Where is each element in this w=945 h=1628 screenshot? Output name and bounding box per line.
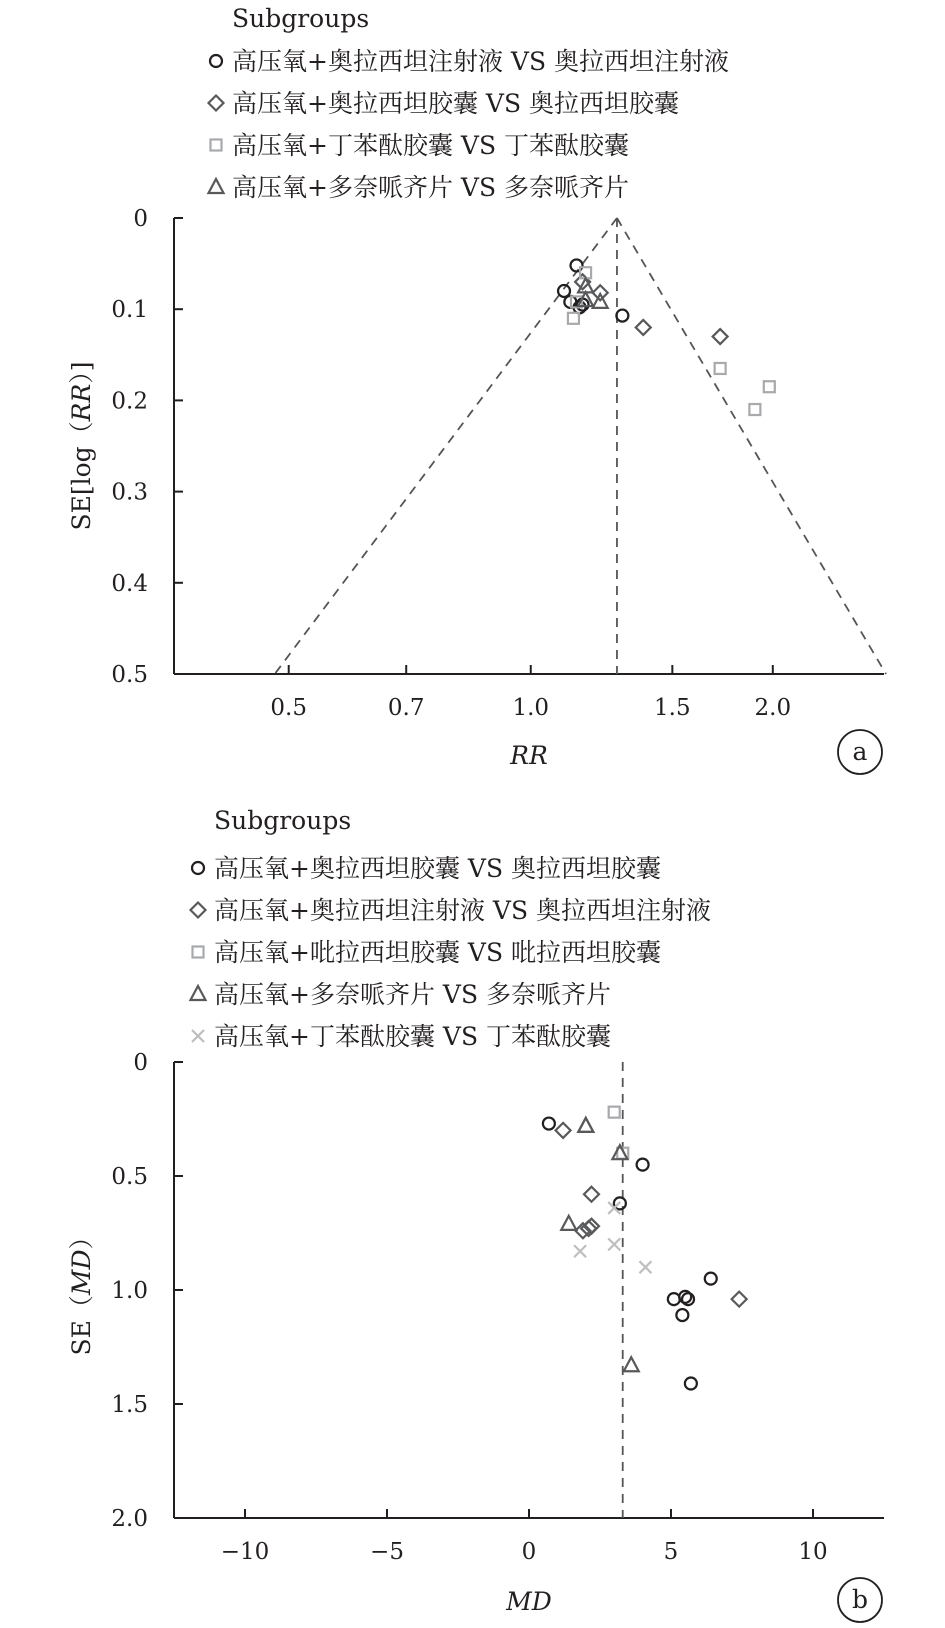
- panel-a-point-square: [749, 404, 760, 415]
- panel-a-y-tick-label: 0.1: [111, 297, 148, 324]
- panel-a-x-tick-label: 0.7: [387, 695, 425, 721]
- panel-b-x-tick-label: 5: [663, 1539, 679, 1565]
- panel-a-y-tick-label: 0.3: [111, 479, 148, 506]
- panel-b-point-diamond: [556, 1123, 571, 1138]
- panel-a-legend-entry: 高压氧+多奈哌齐片 VS 多奈哌齐片: [232, 173, 630, 202]
- panel-b-x-tick-label: 10: [798, 1539, 828, 1565]
- panel-a-point-square: [764, 381, 775, 392]
- panel-a-funnel-right-line: [617, 218, 886, 674]
- panel-a-legend-marker-circle: [210, 55, 222, 67]
- panel-b-y-label-italic: MD: [67, 1249, 96, 1296]
- panel-b-axes: [174, 1062, 884, 1518]
- panel-a-legend-entry: 高压氧+奥拉西坦注射液 VS 奥拉西坦注射液: [232, 47, 730, 76]
- panel-b-point-square: [609, 1107, 620, 1118]
- panel-a-badge-label: a: [852, 737, 868, 766]
- panel-b-legend-entry: 高压氧+奥拉西坦注射液 VS 奥拉西坦注射液: [214, 896, 712, 925]
- panel-a-ticks: [111, 206, 791, 721]
- panel-a-x-tick-label: 1.0: [512, 695, 550, 721]
- panel-b-legend-entry: 高压氧+多奈哌齐片 VS 多奈哌齐片: [214, 980, 612, 1009]
- panel-b-point-circle: [668, 1293, 680, 1305]
- panel-b-x-tick-label: −10: [220, 1539, 270, 1565]
- panel-a-point-diamond: [636, 320, 651, 335]
- panel-a-funnel-left-line: [275, 218, 617, 674]
- panel-a-point-circle: [616, 310, 628, 322]
- panel-a-axes: [174, 218, 884, 674]
- panel-b-legend-entry: 高压氧+吡拉西坦胶囊 VS 吡拉西坦胶囊: [214, 938, 662, 967]
- panel-b-point-triangle: [561, 1216, 576, 1230]
- panel-b-points: [543, 1107, 747, 1390]
- panel-b-x-tick-label: −5: [370, 1539, 404, 1565]
- panel-b-legend-entry: 高压氧+奥拉西坦胶囊 VS 奥拉西坦胶囊: [214, 854, 662, 883]
- panel-b-y-tick-label: 0: [133, 1050, 148, 1076]
- panel-a-point-diamond: [713, 329, 728, 344]
- panel-b-legend-marker-square: [193, 947, 204, 958]
- panel-a-x-tick-label: 0.5: [270, 695, 308, 721]
- panel-a-y-tick-label: 0.4: [111, 570, 148, 597]
- panel-a: [67, 4, 886, 774]
- panel-b-point-diamond: [584, 1187, 599, 1202]
- panel-a-legend-marker-triangle: [209, 179, 224, 193]
- panel-b-x-tick-label: 0: [521, 1539, 537, 1565]
- panel-b-point-triangle: [624, 1357, 639, 1371]
- panel-b-point-circle: [676, 1309, 688, 1321]
- panel-a-y-label-suffix: ）]: [67, 361, 96, 384]
- panel-b-point-circle: [685, 1377, 697, 1389]
- panel-a-y-label-prefix: SE[log（: [67, 421, 96, 531]
- panel-b-point-cross: [639, 1261, 651, 1273]
- panel-b-ticks: [111, 1050, 827, 1565]
- panel-b-legend-title: Subgroups: [214, 806, 352, 835]
- panel-b-legend-marker-triangle: [191, 986, 206, 1000]
- panel-b: [67, 806, 884, 1622]
- panel-b-legend-entry: 高压氧+丁苯酞胶囊 VS 丁苯酞胶囊: [214, 1022, 612, 1051]
- panel-b-legend: [191, 806, 712, 1051]
- panel-a-points: [558, 259, 775, 415]
- panel-b-point-circle: [543, 1118, 555, 1130]
- panel-b-y-tick-label: 1.0: [111, 1278, 148, 1304]
- panel-a-point-square: [715, 363, 726, 374]
- panel-b-y-tick-label: 0.5: [111, 1164, 148, 1190]
- panel-a-legend-marker-diamond: [209, 96, 224, 111]
- panel-b-legend-marker-cross: [192, 1030, 204, 1042]
- panel-a-legend-title: Subgroups: [232, 4, 370, 33]
- panel-a-y-tick-label: 0.2: [111, 388, 148, 415]
- panel-b-legend-marker-circle: [192, 862, 204, 874]
- panel-b-y-label-suffix: ）: [67, 1224, 96, 1250]
- panel-b-point-triangle: [578, 1118, 593, 1132]
- panel-b-point-cross: [574, 1245, 586, 1257]
- panel-b-point-circle: [705, 1273, 717, 1285]
- panel-a-legend: [209, 4, 730, 202]
- panel-b-badge: [838, 1578, 882, 1622]
- panel-a-y-tick-label: 0.5: [111, 662, 148, 688]
- panel-a-legend-marker-square: [211, 140, 222, 151]
- panel-a-legend-entry: 高压氧+丁苯酞胶囊 VS 丁苯酞胶囊: [232, 131, 630, 160]
- panel-a-x-axis-label: RR: [510, 741, 548, 770]
- panel-a-y-label-italic: RR: [67, 383, 96, 422]
- panel-a-badge: [838, 730, 882, 774]
- panel-b-point-circle: [637, 1159, 649, 1171]
- panel-b-point-cross: [608, 1238, 620, 1250]
- panel-b-x-axis-label: MD: [506, 1587, 552, 1616]
- panel-b-y-axis-label: [67, 1224, 96, 1355]
- panel-a-point-square: [568, 313, 579, 324]
- panel-a-x-tick-label: 2.0: [754, 695, 792, 721]
- panel-b-point-diamond: [732, 1292, 747, 1307]
- panel-b-badge-label: b: [851, 1585, 869, 1614]
- panel-a-y-axis-label: [67, 361, 96, 530]
- panel-b-y-tick-label: 1.5: [111, 1392, 148, 1418]
- panel-a-y-tick-label: 0: [133, 206, 148, 232]
- panel-a-x-tick-label: 1.5: [654, 695, 691, 721]
- panel-a-legend-entry: 高压氧+奥拉西坦胶囊 VS 奥拉西坦胶囊: [232, 89, 680, 118]
- panel-b-y-label-prefix: SE（: [67, 1295, 96, 1356]
- panel-b-legend-marker-diamond: [191, 903, 206, 918]
- panel-b-y-tick-label: 2.0: [111, 1506, 148, 1532]
